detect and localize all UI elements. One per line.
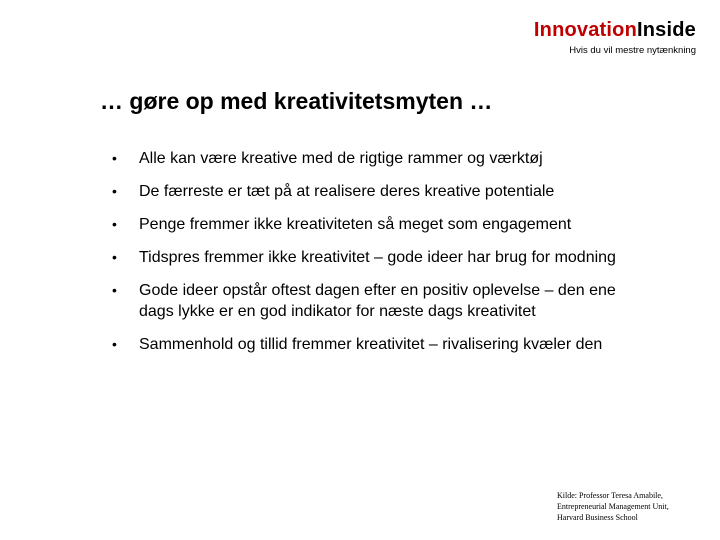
bullet-item: [112, 280, 632, 322]
source-line: Kilde: Professor Teresa Amabile,: [557, 491, 663, 500]
bullet-text: De færreste er tæt på at realisere deres kreative potentiale: [139, 183, 555, 200]
slide-title: … gøre op med kreativitetsmyten …: [100, 88, 493, 114]
bullet-text: Alle kan være kreative med de rigtige rammer og værktøj: [139, 150, 543, 167]
logo-tagline: Hvis du vil mestre nytænkning: [569, 45, 696, 56]
bullet-item: [112, 214, 632, 235]
bullet-item: [112, 247, 632, 268]
bullet-marker: •: [112, 216, 117, 232]
bullet-text: Penge fremmer ikke kreativiteten så meget som engagement: [139, 216, 572, 233]
bullet-item: [112, 334, 632, 355]
logo-inside: Inside: [637, 19, 696, 41]
brand-logo: [534, 18, 696, 56]
bullet-text: Gode ideer opstår oftest dagen efter en positiv oplevelse – den ene dags lykke er en god indikator for næste dags kreativitet: [139, 282, 616, 320]
bullet-marker: •: [112, 249, 117, 265]
source-line: Entrepreneurial Management Unit,: [557, 502, 669, 511]
bullet-marker: •: [112, 183, 117, 199]
bullet-item: [112, 148, 632, 169]
bullet-marker: •: [112, 282, 117, 298]
source-line: Harvard Business School: [557, 513, 638, 522]
bullet-list: [112, 148, 632, 367]
bullet-item: [112, 181, 632, 202]
bullet-marker: •: [112, 150, 117, 166]
source-citation: [557, 490, 707, 523]
bullet-text: Tidspres fremmer ikke kreativitet – gode ideer har brug for modning: [139, 249, 616, 266]
bullet-text: Sammenhold og tillid fremmer kreativitet – rivalisering kvæler den: [139, 336, 603, 353]
bullet-marker: •: [112, 336, 117, 352]
logo-innovation: Innovation: [533, 19, 637, 41]
logo-wordmark: [534, 18, 696, 42]
